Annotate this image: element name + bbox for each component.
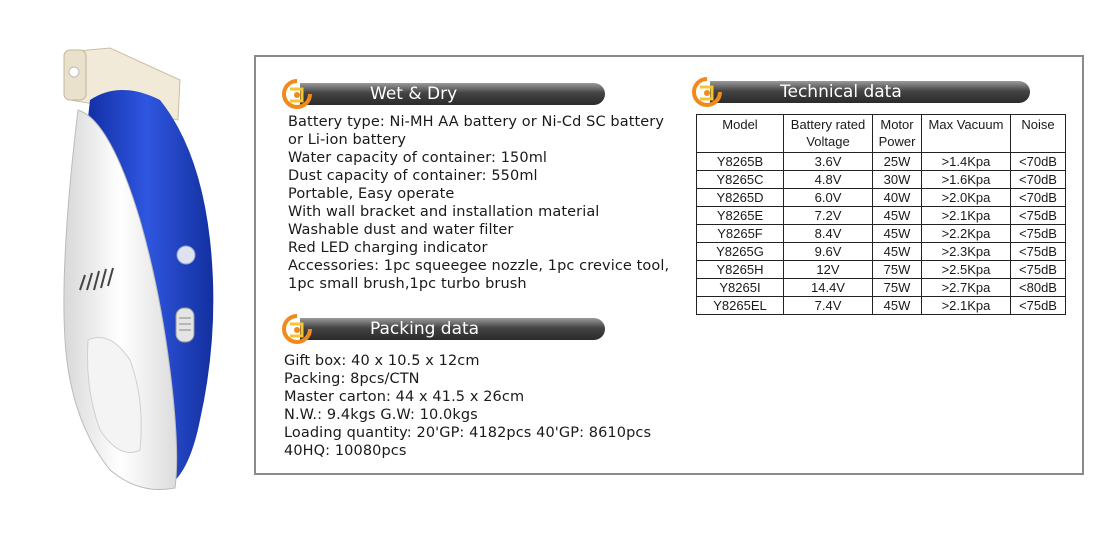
cell-model: Y8265E — [697, 207, 784, 225]
cell-power: 75W — [873, 279, 922, 297]
table-row — [697, 207, 1066, 225]
cell-vacuum: >2.7Kpa — [922, 279, 1011, 297]
packing-title: Packing data — [300, 318, 605, 340]
cell-voltage: 12V — [784, 261, 873, 279]
feature-line: Dust capacity of container: 550ml — [288, 168, 538, 184]
packing-line: Loading quantity: 20'GP: 4182pcs 40'GP: 8610pcs — [284, 425, 652, 441]
cell-noise: <75dB — [1011, 297, 1066, 315]
feature-line: Portable, Easy operate — [288, 186, 455, 202]
table-row — [697, 261, 1066, 279]
cell-model: Y8265G — [697, 243, 784, 261]
packing-line: Gift box: 40 x 10.5 x 12cm — [284, 353, 480, 369]
cell-vacuum: >2.1Kpa — [922, 297, 1011, 315]
cell-voltage: 14.4V — [784, 279, 873, 297]
cell-power: 45W — [873, 297, 922, 315]
cell-model: Y8265I — [697, 279, 784, 297]
header-battery-voltage: Battery rated Voltage — [784, 115, 873, 153]
cell-noise: <75dB — [1011, 243, 1066, 261]
packing-line: 40HQ: 10080pcs — [284, 443, 407, 459]
cell-voltage: 6.0V — [784, 189, 873, 207]
feature-line: or Li-ion battery — [288, 132, 407, 148]
header-noise: Noise — [1011, 115, 1066, 153]
feature-line: Battery type: Ni-MH AA battery or Ni-Cd SC battery — [288, 114, 665, 130]
spec-panel — [254, 55, 1084, 475]
cell-noise: <70dB — [1011, 153, 1066, 171]
wet-dry-title: Wet & Dry — [300, 83, 605, 105]
feature-line: Red LED charging indicator — [288, 240, 488, 256]
table-row — [697, 189, 1066, 207]
header-model: Model — [697, 115, 784, 153]
cell-power: 45W — [873, 207, 922, 225]
cell-model: Y8265B — [697, 153, 784, 171]
cell-voltage: 7.2V — [784, 207, 873, 225]
brand-logo-icon — [282, 314, 312, 344]
cell-noise: <75dB — [1011, 261, 1066, 279]
cell-vacuum: >2.0Kpa — [922, 189, 1011, 207]
cell-vacuum: >2.2Kpa — [922, 225, 1011, 243]
cell-noise: <80dB — [1011, 279, 1066, 297]
cell-voltage: 7.4V — [784, 297, 873, 315]
cell-vacuum: >2.3Kpa — [922, 243, 1011, 261]
cell-model: Y8265EL — [697, 297, 784, 315]
cell-power: 25W — [873, 153, 922, 171]
cell-model: Y8265H — [697, 261, 784, 279]
packing-header — [282, 314, 602, 344]
feature-line: Washable dust and water filter — [288, 222, 514, 238]
cell-voltage: 4.8V — [784, 171, 873, 189]
cell-voltage: 9.6V — [784, 243, 873, 261]
cell-noise: <70dB — [1011, 171, 1066, 189]
header-max-vacuum: Max Vacuum — [922, 115, 1011, 153]
cell-noise: <75dB — [1011, 225, 1066, 243]
table-header-row — [697, 115, 1066, 153]
cell-power: 40W — [873, 189, 922, 207]
cell-model: Y8265D — [697, 189, 784, 207]
feature-line: Water capacity of container: 150ml — [288, 150, 548, 166]
cell-power: 45W — [873, 243, 922, 261]
cell-noise: <75dB — [1011, 207, 1066, 225]
cell-vacuum: >2.5Kpa — [922, 261, 1011, 279]
table-row — [697, 243, 1066, 261]
table-row — [697, 297, 1066, 315]
cell-voltage: 3.6V — [784, 153, 873, 171]
vacuum-product-image — [50, 40, 230, 500]
cell-noise: <70dB — [1011, 189, 1066, 207]
table-row — [697, 279, 1066, 297]
header-motor-power: Motor Power — [873, 115, 922, 153]
table-body — [697, 153, 1066, 315]
packing-details — [284, 352, 651, 460]
wet-dry-header — [282, 79, 602, 109]
cell-power: 75W — [873, 261, 922, 279]
technical-data-table — [696, 114, 1066, 315]
cell-voltage: 8.4V — [784, 225, 873, 243]
cell-model: Y8265C — [697, 171, 784, 189]
table-row — [697, 153, 1066, 171]
brand-logo-icon — [282, 79, 312, 109]
packing-line: Master carton: 44 x 41.5 x 26cm — [284, 389, 525, 405]
cell-power: 45W — [873, 225, 922, 243]
cell-vacuum: >2.1Kpa — [922, 207, 1011, 225]
packing-line: Packing: 8pcs/CTN — [284, 371, 420, 387]
wet-dry-features — [288, 113, 669, 293]
table-row — [697, 171, 1066, 189]
technical-header — [692, 77, 1022, 107]
cell-vacuum: >1.4Kpa — [922, 153, 1011, 171]
feature-line: Accessories: 1pc squeegee nozzle, 1pc crevice tool, — [288, 258, 670, 274]
technical-title: Technical data — [710, 81, 1030, 103]
feature-line: 1pc small brush,1pc turbo brush — [288, 276, 527, 292]
cell-power: 30W — [873, 171, 922, 189]
cell-model: Y8265F — [697, 225, 784, 243]
table-row — [697, 225, 1066, 243]
feature-line: With wall bracket and installation material — [288, 204, 600, 220]
cell-vacuum: >1.6Kpa — [922, 171, 1011, 189]
packing-line: N.W.: 9.4kgs G.W: 10.0kgs — [284, 407, 478, 423]
brand-logo-icon — [692, 77, 722, 107]
